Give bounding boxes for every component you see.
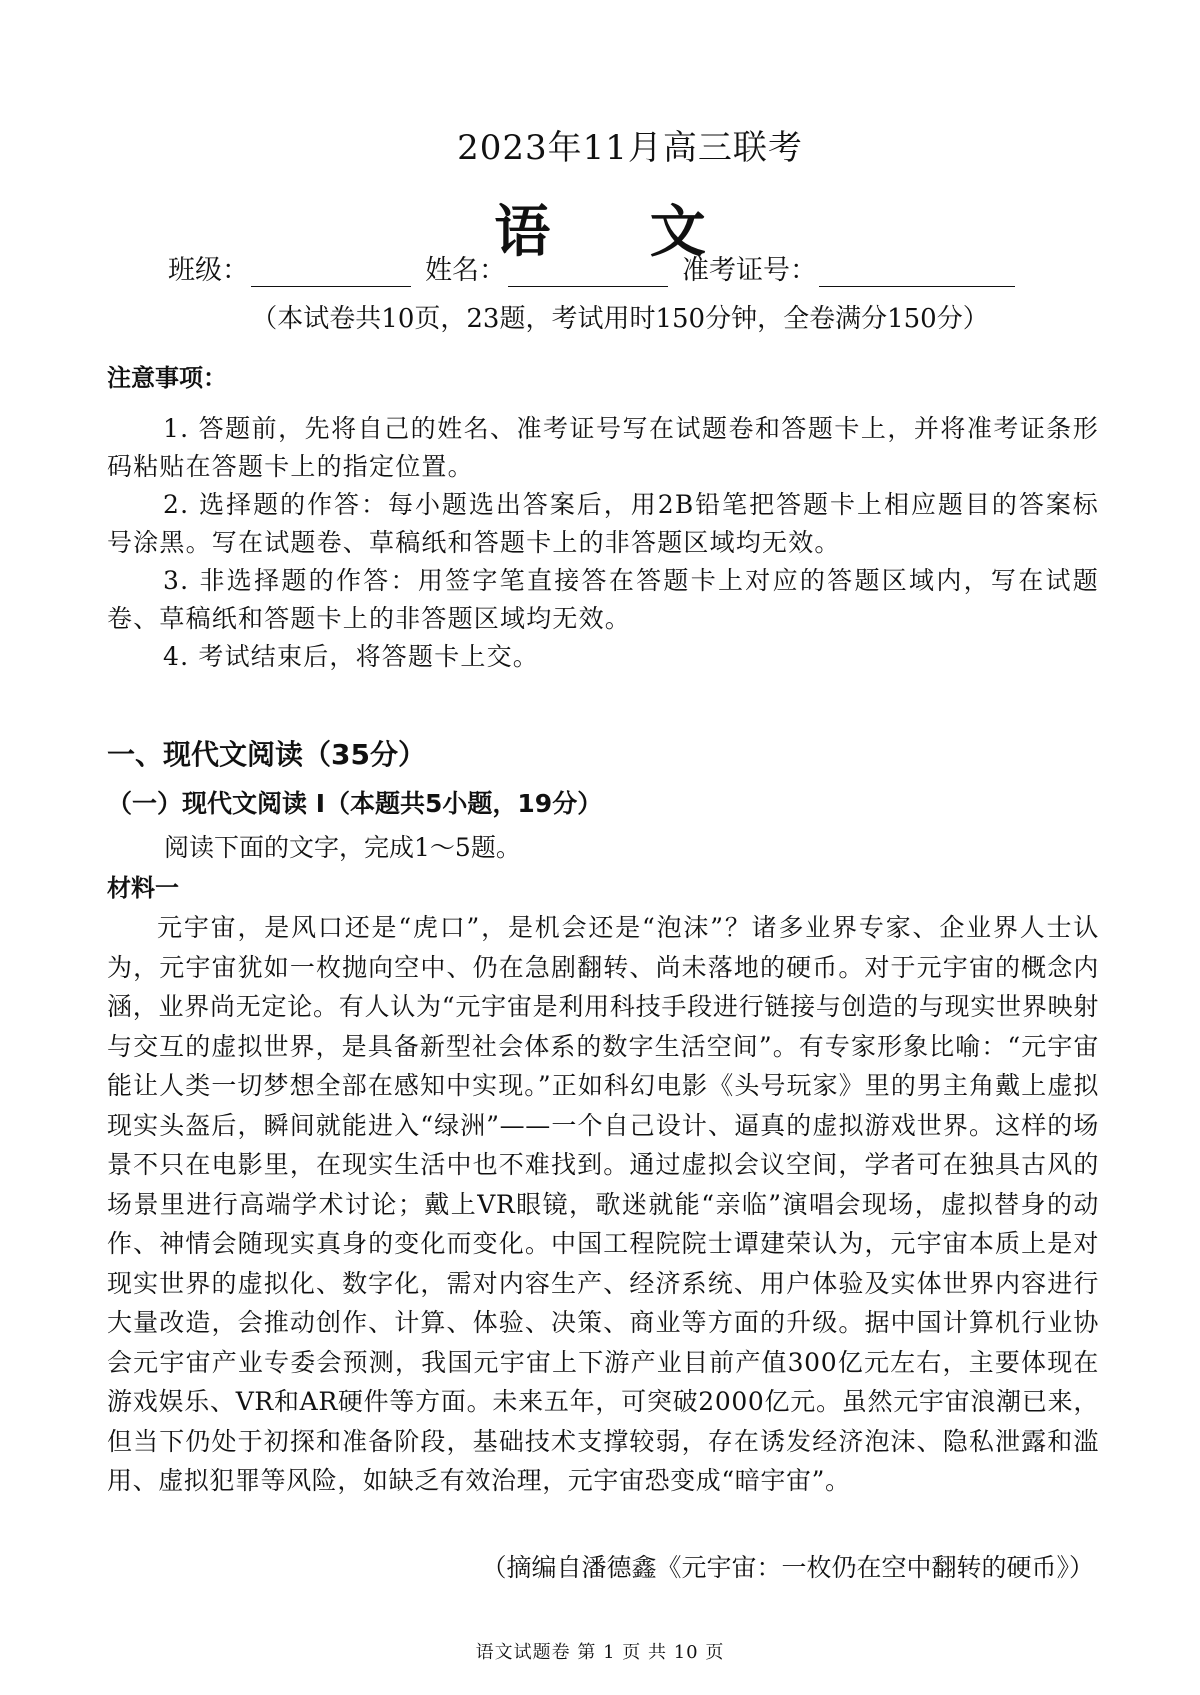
exam-description: （本试卷共10页，23题，考试用时150分钟，全卷满分150分） (251, 304, 989, 334)
notice-item: 2. 选择题的作答：每小题选出答案后，用2B铅笔把答题卡上相应题目的答案标号涂黑。写在试题卷、草稿纸和答题卡上的非答题区域均无效。 (107, 490, 1099, 557)
notice-item: 1. 答题前，先将自己的姓名、准考证号写在试题卷和答题卡上，并将准考证条形码粘贴在答题卡上的指定位置。 (107, 414, 1099, 481)
material-label: 材料一 (107, 874, 179, 902)
reading-instruction: 阅读下面的文字，完成1～5题。 (164, 833, 521, 862)
notice-title: 注意事项： (107, 364, 227, 392)
class-label: 班级： (168, 255, 249, 286)
student-info-row (168, 248, 1068, 287)
subsection-title: （一）现代文阅读 I（本题共5小题，19分） (107, 789, 603, 818)
notice-item: 4. 考试结束后，将答题卡上交。 (163, 642, 540, 671)
ticket-number-blank[interactable] (819, 260, 1015, 287)
name-label: 姓名： (425, 255, 506, 286)
class-blank[interactable] (251, 260, 411, 287)
name-blank[interactable] (508, 260, 668, 287)
material-passage: 元宇宙，是风口还是“虎口”，是机会还是“泡沫”？诸多业界专家、企业界人士认为，元宇宙犹如一枚抛向空中、仍在急剧翻转、尚未落地的硬币。对于元宇宙的概念内涵，业界尚无定论。有人认为“元宇宙是利用科技手段进行链接与创造的与现实世界映射与交互的虚拟世界，是具备新型社会体系的数字生活空间”。有专家形象比喻：“元宇宙能让人类一切梦想全部在感知中实现。”正如科幻电影《头号玩家》里的男主角戴上虚拟现实头盔后，瞬间就能进入“绿洲”——一个自己设计、逼真的虚拟游戏世界。这样的场景不只在电影里，在现实生活中也不难找到。通过虚拟会议空间，学者可在独具古风的场景里进行高端学术讨论；戴上VR眼镜，歌迷就能“亲临”演唱会现场，虚拟替身的动作、神情会随现实真身的变化而变化。中国工程院院士谭建荣认为，元宇宙本质上是对现实世界的虚拟化、数字化，需对内容生产、经济系统、用户体验及实体世界内容进行大量改造，会推动创作、计算、体验、决策、商业等方面的升级。据中国计算机行业协会元宇宙产业专委会预测，我国元宇宙上下游产业目前产值300亿元左右，主要体现在游戏娱乐、VR和AR硬件等方面。未来五年，可突破2000亿元。虽然元宇宙浪潮已来，但当下仍处于初探和准备阶段，基础技术支撑较弱，存在诱发经济泡沫、隐私泄露和滥用、虚拟犯罪等风险，如缺乏有效治理，元宇宙恐变成“暗宇宙”。 (107, 913, 1099, 1495)
passage-source: （摘编自潘德鑫《元宇宙：一枚仍在空中翻转的硬币》） (481, 1553, 1094, 1582)
notice-list (107, 410, 1099, 676)
ticket-number-label: 准考证号： (682, 255, 817, 286)
subject-title: 语 文 (494, 200, 746, 265)
page-footer: 语文试题卷 第 1 页 共 10 页 (475, 1642, 725, 1663)
notice-item: 3. 非选择题的作答：用签字笔直接答在答题卡上对应的答题区域内，写在试题卷、草稿纸和答题卡上的非答题区域均无效。 (107, 566, 1099, 633)
section-title: 一、现代文阅读（35分） (107, 738, 426, 771)
exam-title: 2023年11月高三联考 (457, 128, 803, 168)
